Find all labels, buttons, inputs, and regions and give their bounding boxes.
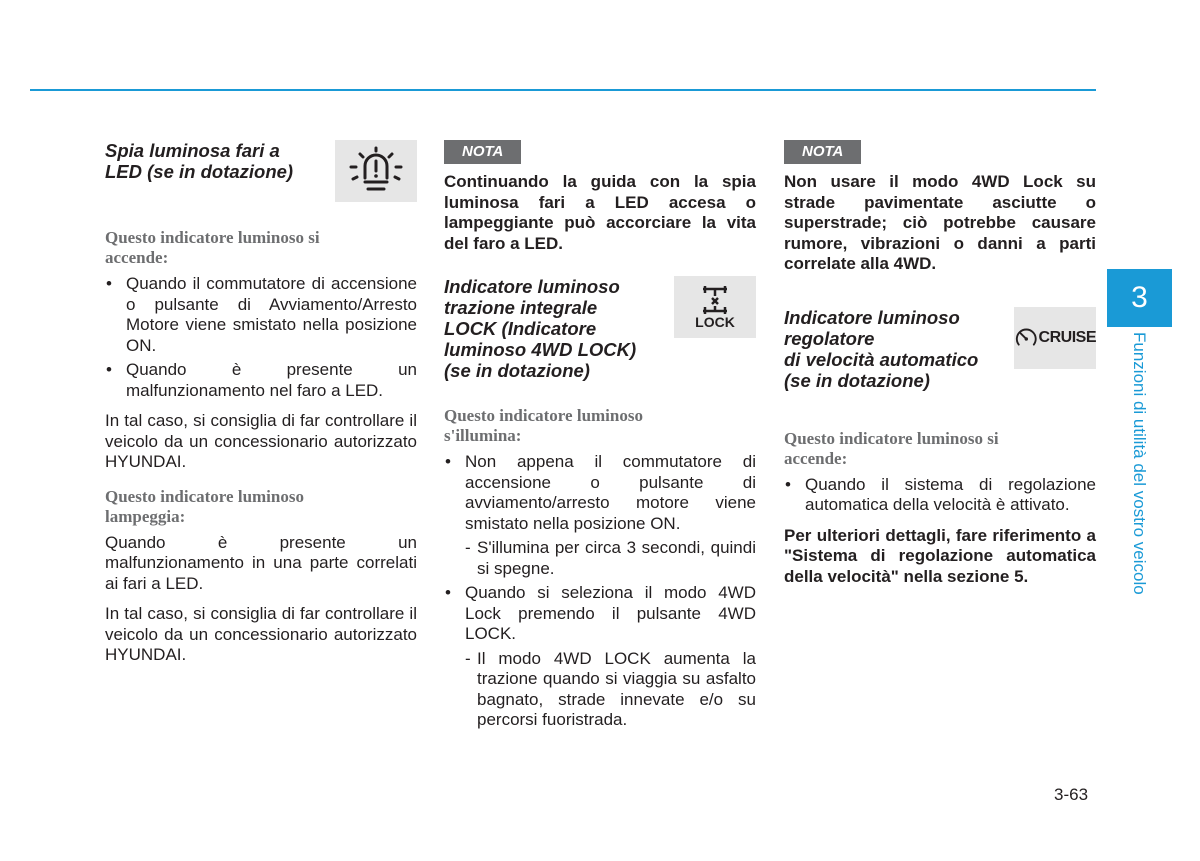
list-item: • Quando il sistema di regolazione automatica della velocità è attivato. [785, 474, 1096, 514]
paragraph: In tal caso, si consiglia di far controllare il veicolo da un concessionario autorizzato HYUNDAI. [105, 411, 417, 471]
led-headlamp-warning-icon [335, 140, 417, 202]
top-rule [30, 89, 1096, 91]
paragraph: In tal caso, si consiglia di far controllare il veicolo da un concessionario autorizzato HYUNDAI. [105, 604, 417, 664]
list-item: • Quando è presente un malfunzionamento nel faro a LED. [106, 360, 417, 400]
bullet-list [105, 274, 417, 401]
bullet-list [444, 452, 756, 731]
column-led-headlamp [105, 140, 417, 676]
column-cruise [784, 140, 1096, 587]
nota-badge: NOTA [444, 140, 521, 164]
nota-text: Non usare il modo 4WD Lock su strade pavimentate asciutte o superstrade; ciò potrebbe causare rumore, vibrazioni o danni a parti correlate alla 4WD. [784, 172, 1096, 273]
subheading-illumina: Questo indicatore luminoso s'illumina: [444, 406, 643, 445]
4wd-lock-icon [674, 276, 756, 338]
page-number: 3-63 [1054, 785, 1089, 804]
list-item: • Non appena il commutatore di accensione o pulsante di avviamento/arresto motore viene smistato nella posizione ON. - S'illumina per circa 3 secondi, quindi si spegne. [445, 452, 756, 578]
section-title: Spia luminosa fari a LED (se in dotazione) [105, 140, 294, 182]
cruise-indicator-icon [1014, 307, 1096, 369]
lock-label: LOCK [695, 313, 735, 330]
sub-item: - Il modo 4WD LOCK aumenta la trazione quando si viaggia su asfalto bagnato, strade innevate e/o su percorsi fuoristrada. [465, 648, 756, 729]
column-4wd-lock [444, 140, 756, 741]
chapter-tab: 3 [1107, 269, 1172, 327]
chapter-title-vertical: Funzioni di utilità del vostro veicolo [1130, 332, 1149, 595]
nota-badge: NOTA [784, 140, 861, 164]
nota-text: Continuando la guida con la spia luminosa fari a LED accesa o lampeggiante può accorciare la vita del faro a LED. [444, 172, 756, 253]
led-heading-row [105, 140, 417, 228]
list-item: • Quando il commutatore di accensione o pulsante di Avviamento/Arresto Motore viene smistato nella posizione ON. [106, 274, 417, 355]
cruise-heading-row [784, 307, 1096, 429]
4wd-heading-row [444, 276, 756, 406]
paragraph: Quando è presente un malfunzionamento in una parte correlati ai fari a LED. [105, 532, 417, 593]
subheading-accende: Questo indicatore luminoso si accende: [105, 228, 320, 267]
subheading-lampeggia: Questo indicatore luminoso lampeggia: [105, 486, 304, 526]
list-item: • Quando si seleziona il modo 4WD Lock premendo il pulsante 4WD LOCK. - Il modo 4WD LOCK aumenta la trazione quando si viaggia su asfalto bagnato, strade innevate e/o su percorsi fuoristrada. [445, 583, 756, 729]
section-title: Indicatore luminoso trazione integrale LOCK (Indicatore luminoso 4WD LOCK) (se in dotazione) [444, 276, 637, 381]
reference-paragraph: Per ulteriori dettagli, fare riferimento a "Sistema di regolazione automatica della velocità" nella sezione 5. [784, 525, 1096, 586]
sub-item: - S'illumina per circa 3 secondi, quindi si spegne. [465, 538, 756, 578]
section-title: Indicatore luminoso regolatore di velocità automatico (se in dotazione) [784, 306, 979, 391]
subheading-accende: Questo indicatore luminoso si accende: [784, 428, 999, 468]
cruise-label: CRUISE [1038, 328, 1096, 346]
bullet-list [784, 475, 1096, 516]
